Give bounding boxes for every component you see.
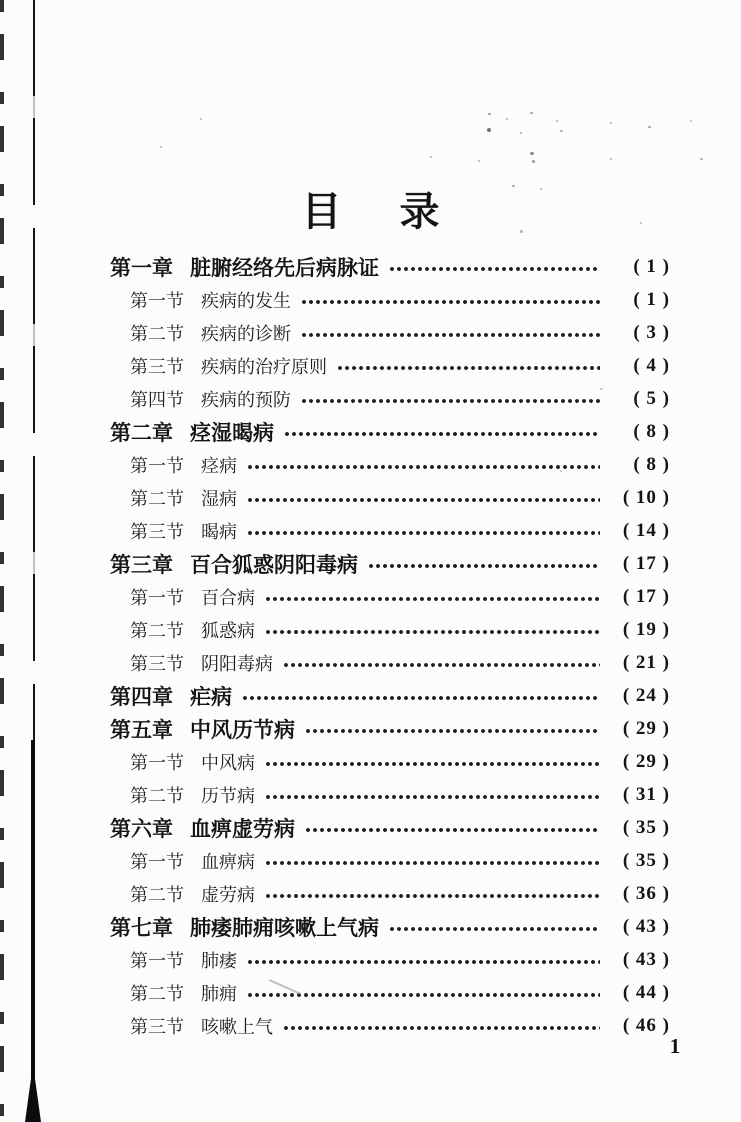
dot-leader	[301, 397, 600, 405]
toc-row	[110, 415, 670, 448]
toc-row	[110, 646, 670, 679]
toc-entry-label: 第三节	[130, 521, 184, 542]
dot-leader	[265, 859, 600, 867]
toc-entry-title: 咳嗽上气	[201, 1016, 273, 1037]
toc-entry-title: 中风历节病	[190, 717, 295, 742]
toc-row	[110, 679, 670, 712]
toc-entry-page: ( 10 )	[622, 486, 670, 508]
toc-entry-title: 肺痿	[201, 950, 237, 971]
dot-leader	[265, 892, 600, 900]
dot-leader	[265, 793, 600, 801]
toc-entry-title: 虚劳病	[201, 884, 255, 905]
toc-row	[110, 910, 670, 943]
spine-line-artifact	[33, 0, 35, 745]
toc-entry-page: ( 35 )	[622, 849, 670, 871]
dot-leader	[283, 1024, 600, 1032]
dot-leader	[301, 298, 600, 306]
toc-entry-label: 第三节	[130, 1016, 184, 1037]
toc-entry-title: 肺痿肺痈咳嗽上气病	[190, 915, 379, 940]
dot-leader	[337, 364, 600, 372]
toc-entry-title: 疾病的治疗原则	[201, 356, 327, 377]
dot-leader	[247, 958, 600, 966]
toc-entry-title: 湿病	[201, 488, 237, 509]
toc-entry-title: 疾病的预防	[201, 389, 291, 410]
toc-entry-page: ( 35 )	[622, 816, 670, 838]
toc-entry-label: 第四节	[130, 389, 184, 410]
toc-entry-label: 第一节	[130, 851, 184, 872]
toc-entry-page: ( 8 )	[633, 420, 670, 442]
toc-entry-title: 痉湿暍病	[190, 420, 274, 445]
dot-leader	[389, 925, 600, 933]
toc-row	[110, 877, 670, 910]
toc-entry-page: ( 44 )	[622, 981, 670, 1003]
toc-row	[110, 976, 670, 1009]
toc-entry-title: 阴阳毒病	[201, 653, 273, 674]
toc-row	[110, 580, 670, 613]
spine-line-artifact-lower	[31, 740, 35, 1122]
toc-entry-label: 第三节	[130, 653, 184, 674]
dot-leader	[368, 562, 600, 570]
toc-entry-title: 疾病的诊断	[201, 323, 291, 344]
toc-row	[110, 283, 670, 316]
dot-leader	[265, 628, 600, 636]
toc-entry-label: 第五章	[110, 717, 173, 742]
toc-entry-label: 第一节	[130, 950, 184, 971]
dot-leader	[265, 760, 600, 768]
toc-entry-label: 第二节	[130, 620, 184, 641]
toc-row	[110, 1009, 670, 1042]
toc-row	[110, 448, 670, 481]
dot-leader	[242, 694, 600, 702]
dot-leader	[389, 265, 600, 273]
toc-entry-page: ( 21 )	[622, 651, 670, 673]
toc-entry-page: ( 1 )	[633, 288, 670, 310]
dot-leader	[247, 496, 600, 504]
dot-leader	[284, 430, 600, 438]
toc-entry-title: 血痹病	[201, 851, 255, 872]
toc-entry-label: 第三章	[110, 552, 173, 577]
toc-row	[110, 349, 670, 382]
toc-entry-page: ( 43 )	[622, 948, 670, 970]
toc-entry-label: 第一章	[110, 255, 173, 280]
dot-leader	[301, 331, 600, 339]
toc-entry-page: ( 5 )	[633, 387, 670, 409]
toc-entry-label: 第二节	[130, 884, 184, 905]
page-edge-artifact	[0, 0, 4, 1122]
spine-foot-artifact	[25, 1078, 41, 1122]
toc-entry-page: ( 17 )	[622, 585, 670, 607]
toc-entry-label: 第七章	[110, 915, 173, 940]
toc-entry-title: 肺痈	[201, 983, 237, 1004]
dot-leader	[305, 826, 600, 834]
toc-row	[110, 745, 670, 778]
dot-leader	[247, 529, 600, 537]
toc-row	[110, 481, 670, 514]
toc-row	[110, 778, 670, 811]
dot-leader	[305, 727, 600, 735]
toc-list	[110, 250, 670, 1042]
toc-entry-page: ( 29 )	[622, 717, 670, 739]
toc-entry-label: 第三节	[130, 356, 184, 377]
toc-entry-page: ( 46 )	[622, 1014, 670, 1036]
toc-entry-label: 第一节	[130, 455, 184, 476]
toc-entry-label: 第一节	[130, 587, 184, 608]
toc-entry-title: 脏腑经络先后病脉证	[190, 255, 379, 280]
toc-entry-label: 第二节	[130, 785, 184, 806]
toc-entry-label: 第二章	[110, 420, 173, 445]
toc-entry-page: ( 4 )	[633, 354, 670, 376]
toc-row	[110, 250, 670, 283]
toc-entry-title: 狐惑病	[201, 620, 255, 641]
toc-entry-label: 第一节	[130, 290, 184, 311]
toc-entry-title: 血痹虚劳病	[190, 816, 295, 841]
toc-entry-page: ( 36 )	[622, 882, 670, 904]
toc-entry-page: ( 3 )	[633, 321, 670, 343]
page-number: 1	[669, 1034, 681, 1058]
toc-row	[110, 382, 670, 415]
toc-entry-label: 第四章	[110, 684, 173, 709]
toc-row	[110, 514, 670, 547]
toc-entry-title: 疟病	[190, 684, 232, 709]
toc-entry-label: 第一节	[130, 752, 184, 773]
toc-entry-label: 第二节	[130, 323, 184, 344]
toc-entry-page: ( 19 )	[622, 618, 670, 640]
toc-entry-title: 痉病	[201, 455, 237, 476]
toc-row	[110, 613, 670, 646]
toc-entry-label: 第二节	[130, 983, 184, 1004]
toc-entry-title: 百合病	[201, 587, 255, 608]
toc-row	[110, 547, 670, 580]
toc-entry-title: 历节病	[201, 785, 255, 806]
toc-entry-page: ( 14 )	[622, 519, 670, 541]
toc-entry-page: ( 43 )	[622, 915, 670, 937]
toc-entry-title: 暍病	[201, 521, 237, 542]
page-title: 目 录	[301, 189, 449, 234]
toc-entry-label: 第二节	[130, 488, 184, 509]
toc-entry-page: ( 31 )	[622, 783, 670, 805]
toc-entry-page: ( 24 )	[622, 684, 670, 706]
toc-entry-label: 第六章	[110, 816, 173, 841]
toc-entry-title: 疾病的发生	[201, 290, 291, 311]
toc-row	[110, 811, 670, 844]
toc-entry-page: ( 29 )	[622, 750, 670, 772]
toc-row	[110, 712, 670, 745]
dot-leader	[265, 595, 600, 603]
toc-row	[110, 316, 670, 349]
toc-entry-title: 百合狐惑阴阳毒病	[190, 552, 358, 577]
toc-row	[110, 943, 670, 976]
toc-entry-page: ( 17 )	[622, 552, 670, 574]
toc-entry-title: 中风病	[201, 752, 255, 773]
dot-leader	[247, 463, 600, 471]
toc-row	[110, 844, 670, 877]
toc-entry-page: ( 1 )	[633, 255, 670, 277]
toc-entry-page: ( 8 )	[633, 453, 670, 475]
dot-leader	[283, 661, 600, 669]
